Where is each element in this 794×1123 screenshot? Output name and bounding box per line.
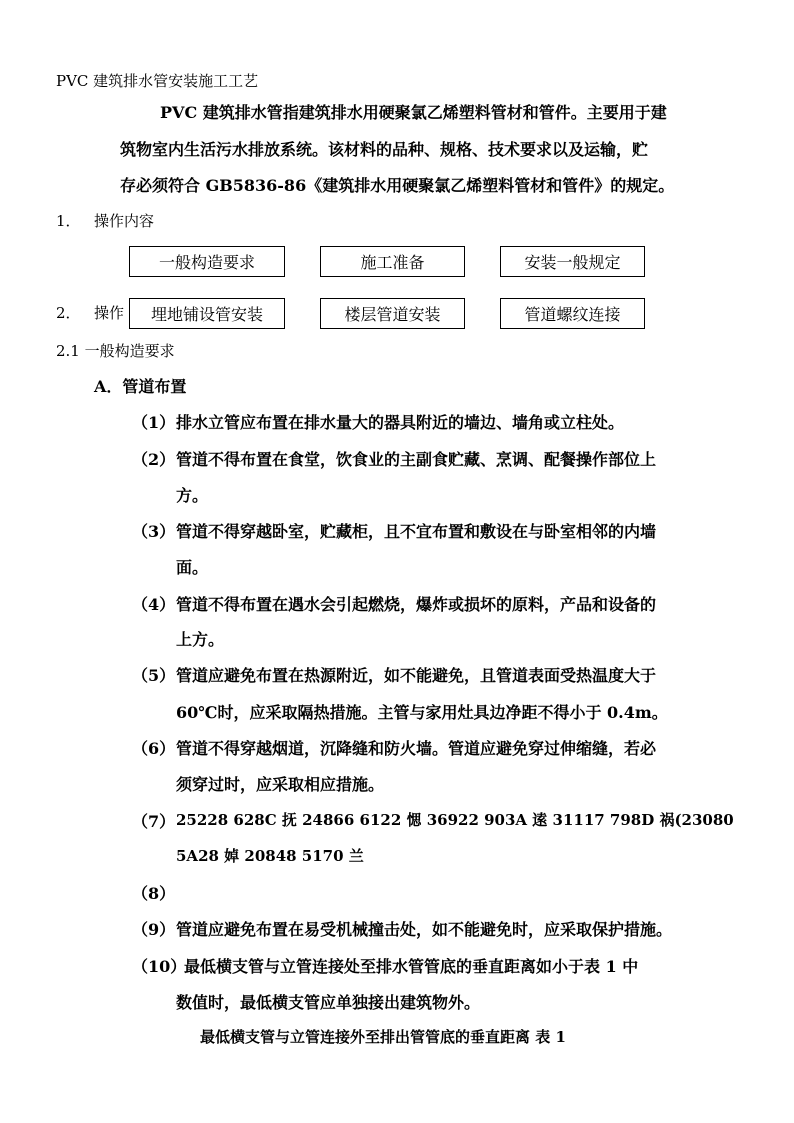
box-buried-pipe: 埋地铺设管安装	[129, 298, 285, 329]
item-10-line-2: 数值时，最低横支管应单独接出建筑物外。	[176, 993, 481, 1012]
doc-title: PVC 建筑排水管安装施工工艺	[56, 72, 259, 90]
item-5-number: （5）	[132, 666, 176, 685]
item-2-number: （2）	[132, 450, 176, 469]
intro-line-3: 存必须符合 GB5836-86《建筑排水用硬聚氯乙烯塑料管材和管件》的规定。	[120, 176, 675, 195]
subsection-2-1: 2.1 一般构造要求	[56, 342, 175, 360]
item-9-number: （9）	[132, 920, 176, 939]
item-7-number: （7）	[132, 812, 176, 831]
box-install-rules: 安装一般规定	[500, 246, 645, 277]
item-2-line-2: 方。	[176, 486, 209, 505]
section-2-title: 操作	[94, 304, 125, 322]
section-1-number: 1．	[56, 212, 81, 230]
item-6-line-1: 管道不得穿越烟道，沉降缝和防火墙。管道应避免穿过伸缩缝，若必	[176, 739, 657, 758]
item-6-line-2: 须穿过时，应采取相应措施。	[176, 775, 385, 794]
item-3-line-1: 管道不得穿越卧室，贮藏柜，且不宜布置和敷设在与卧室相邻的内墙	[176, 522, 657, 541]
item-9-line-1: 管道应避免布置在易受机械撞击处，如不能避免时，应采取保护措施。	[176, 920, 673, 939]
box-floor-pipe: 楼层管道安装	[320, 298, 465, 329]
box-general-structure: 一般构造要求	[129, 246, 285, 277]
subsection-a: A．管道布置	[94, 377, 187, 396]
box-construction-prep: 施工准备	[320, 246, 465, 277]
item-2-line-1: 管道不得布置在食堂，饮食业的主副食贮藏、烹调、配餐操作部位上	[176, 450, 657, 469]
item-4-line-1: 管道不得布置在遇水会引起燃烧，爆炸或损坏的原料，产品和设备的	[176, 595, 657, 614]
item-4-line-2: 上方。	[176, 630, 225, 649]
section-1-title: 操作内容	[94, 212, 155, 230]
item-4-number: （4）	[132, 595, 176, 614]
item-5-line-1: 管道应避免布置在热源附近，如不能避免，且管道表面受热温度大于	[176, 666, 657, 685]
item-10-number: （10）	[132, 957, 187, 976]
item-10-line-1: 最低横支管与立管连接处至排水管管底的垂直距离如小于表 1 中	[184, 957, 639, 976]
intro-line-2: 筑物室内生活污水排放系统。该材料的品种、规格、技术要求以及运输，贮	[120, 140, 649, 159]
box-thread-connection: 管道螺纹连接	[500, 298, 645, 329]
item-3-line-2: 面。	[176, 558, 209, 577]
section-2-number: 2．	[56, 304, 81, 322]
intro-line-1: PVC 建筑排水管指建筑排水用硬聚氯乙烯塑料管材和管件。主要用于建	[160, 103, 667, 122]
item-7-line-1: 25228 628C 抚 24866 6122 愢 36922 903A 逺 31117 798D 祸(23080	[176, 811, 734, 829]
table-caption: 最低横支管与立管连接外至排出管管底的垂直距离 表 1	[200, 1028, 566, 1046]
item-1-number: （1）	[132, 413, 176, 432]
item-7-line-2: 5A28 婥 20848 5170 兰	[176, 847, 364, 865]
item-3-number: （3）	[132, 522, 176, 541]
item-5-line-2: 60℃时，应采取隔热措施。主管与家用灶具边净距不得小于 0.4m。	[176, 703, 668, 722]
item-6-number: （6）	[132, 739, 176, 758]
item-8-number: （8）	[132, 884, 176, 903]
item-1-line-1: 排水立管应布置在排水量大的器具附近的墙边、墙角或立柱处。	[176, 413, 625, 432]
